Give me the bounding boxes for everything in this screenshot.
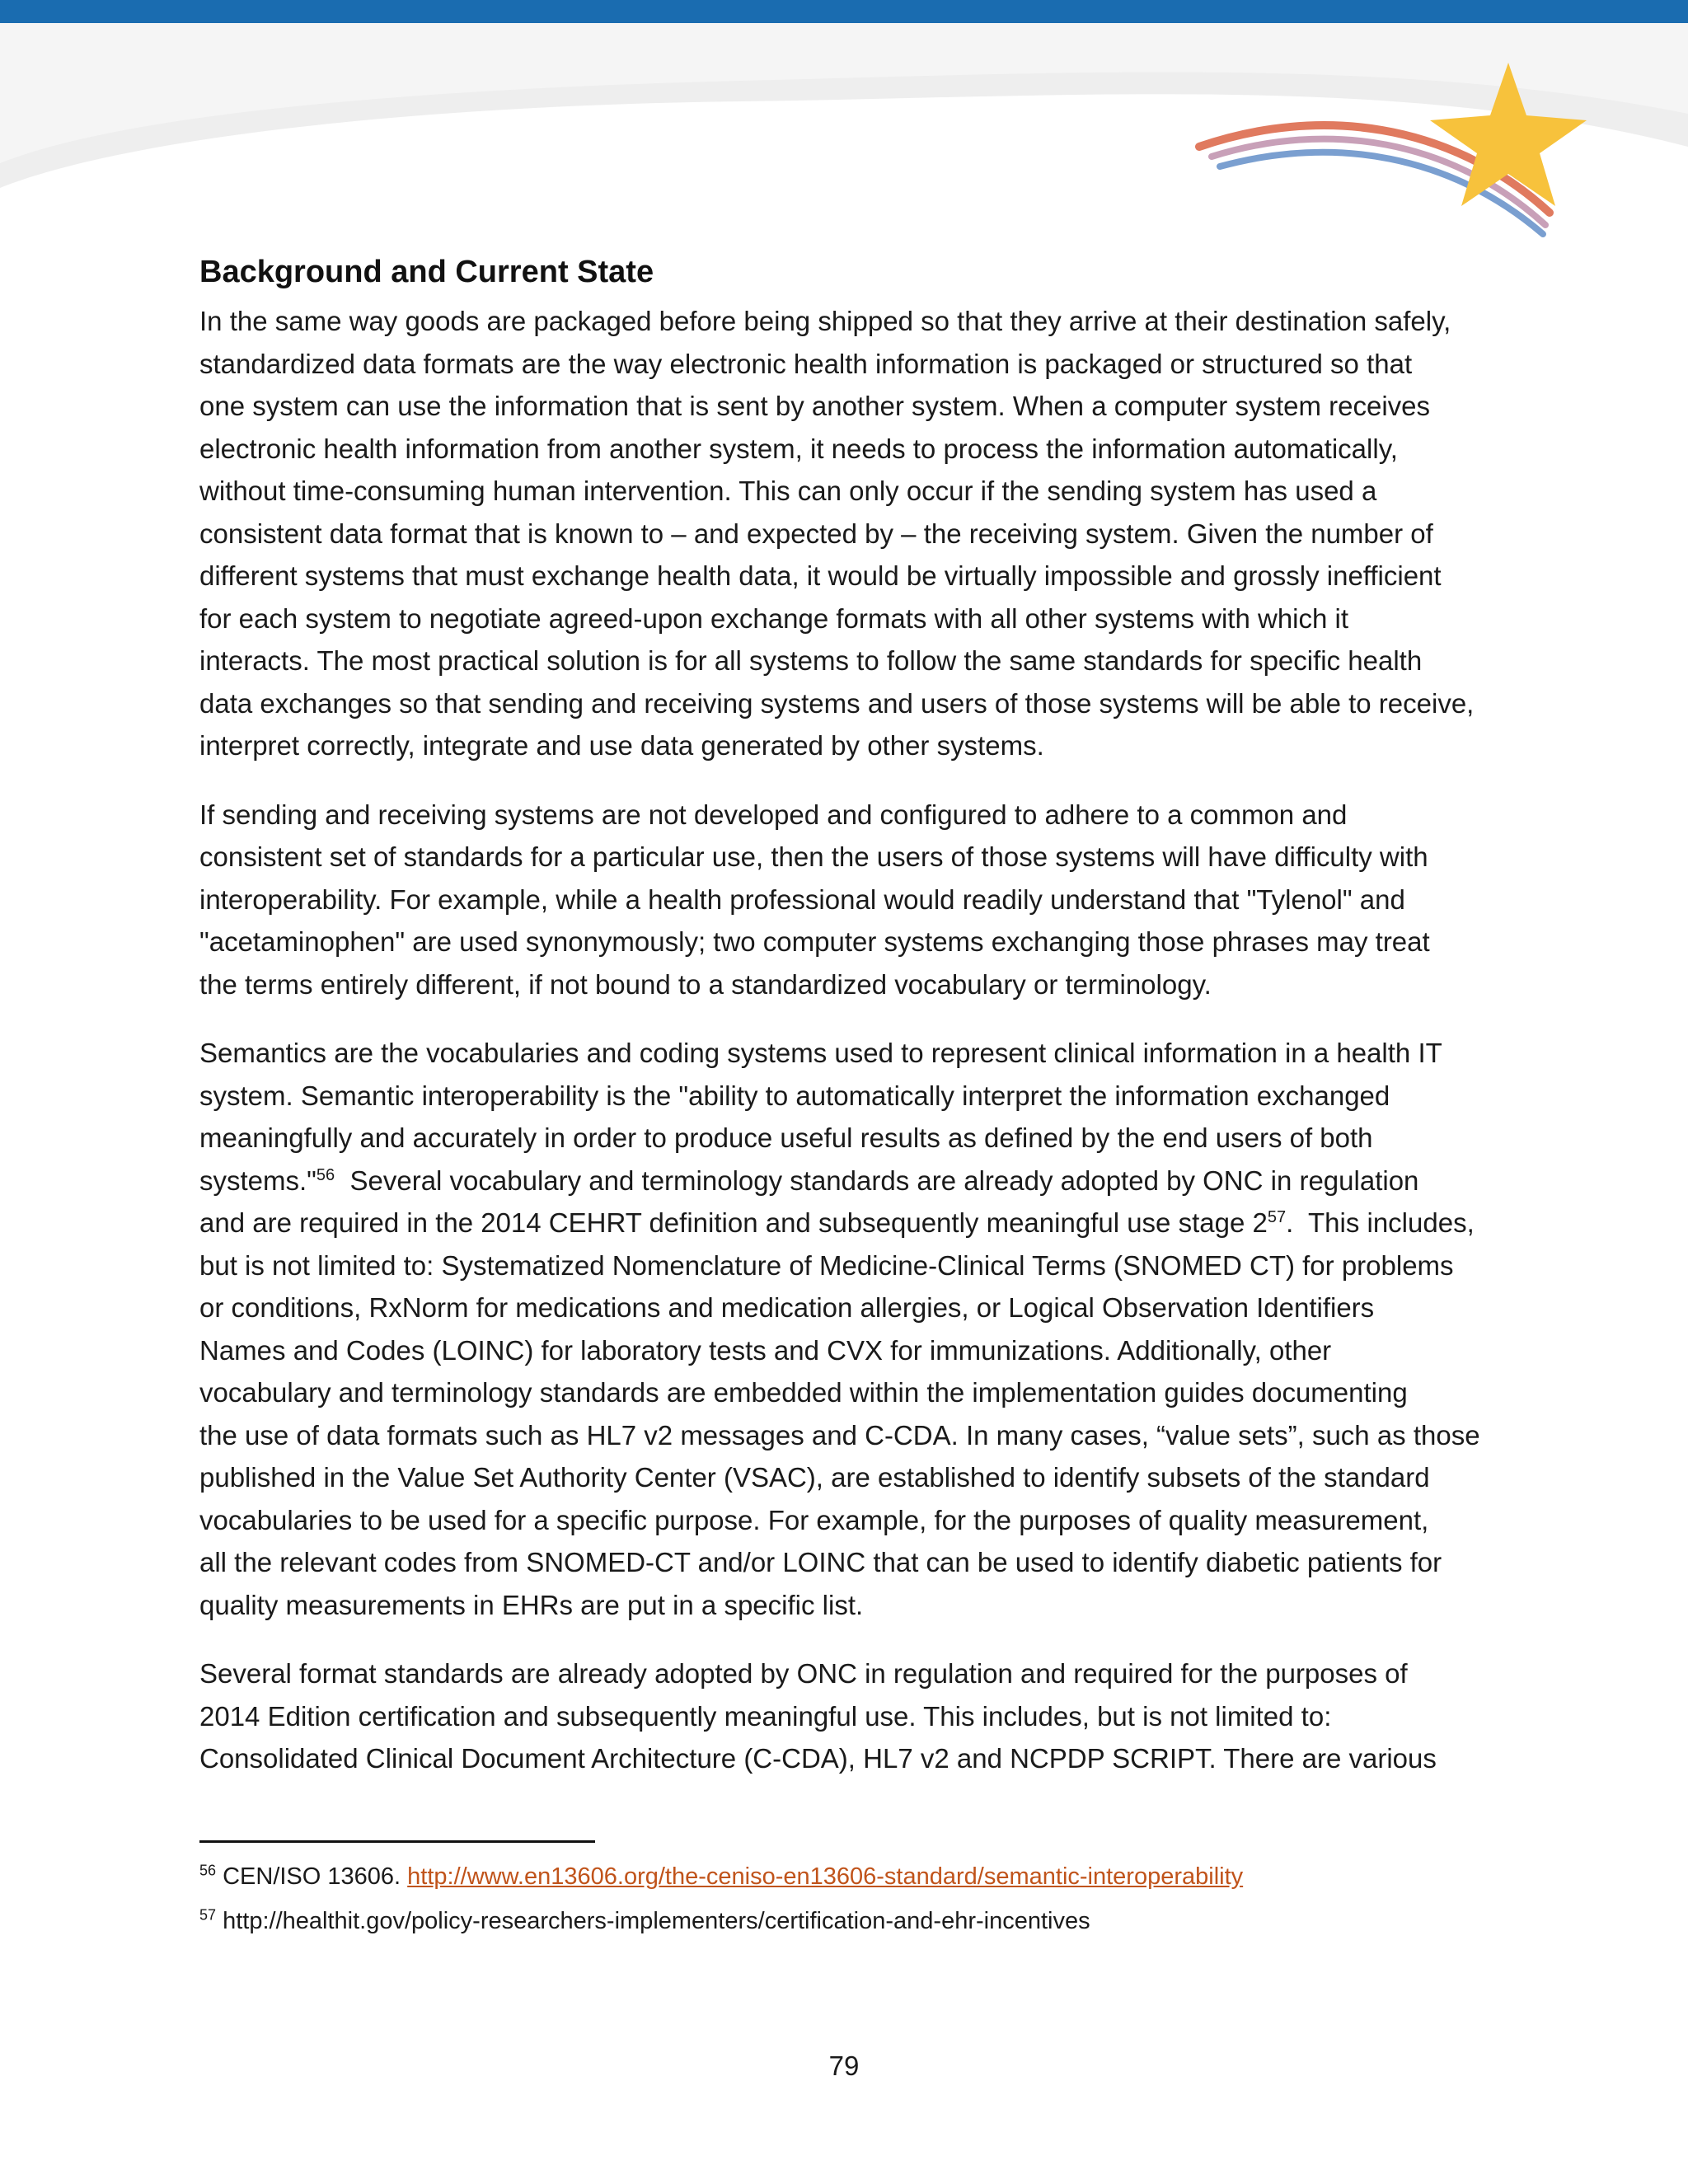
header-swoosh-art (0, 23, 1688, 237)
paragraph-line: interpret correctly, integrate and use data generated by other systems. (199, 730, 1044, 761)
paragraph-line: "acetaminophen" are used synonymously; two computer systems exchanging those phrases may treat (199, 926, 1430, 957)
paragraph-line: Semantics are the vocabularies and coding systems used to represent clinical information in a health IT (199, 1038, 1442, 1068)
paragraph-line: different systems that must exchange health data, it would be virtually impossible and grossly inefficient (199, 560, 1442, 591)
paragraph-line: the use of data formats such as HL7 v2 messages and C-CDA. In many cases, “value sets”, such as those (199, 1419, 1480, 1451)
paragraph-line: meaningfully and accurately in order to produce useful results as defined by the end users of both (199, 1122, 1373, 1153)
page-number: 79 (828, 2050, 860, 2081)
footnote-57 (199, 1899, 1502, 1943)
footnote-ref-57[interactable]: 57 (1267, 1208, 1287, 1226)
paragraph-line: or conditions, RxNorm for medications and medication allergies, or Logical Observation Identifiers (199, 1292, 1375, 1323)
paragraph-line: standardized data formats are the way electronic health information is packaged or structured so that (199, 348, 1413, 379)
line-text: and are required in the 2014 CEHRT definition and subsequently meaningful use stage 2 (199, 1207, 1268, 1238)
section-heading: Background and Current State (199, 255, 654, 289)
footnote-number: 56 (199, 1862, 217, 1879)
paragraph-line: interacts. The most practical solution is for all systems to follow the same standards for specific health (199, 645, 1423, 676)
paragraph-line: published in the Value Set Authority Center (VSAC), are established to identify subsets of the standard (199, 1462, 1430, 1493)
footnote-separator (199, 1840, 595, 1843)
paragraph-line: consistent data format that is known to – and expected by – the receiving system. Given the number of (199, 518, 1433, 549)
paragraph-line: 2014 Edition certification and subsequently meaningful use. This includes, but is not limited to: (199, 1700, 1332, 1732)
paragraph-line: quality measurements in EHRs are put in a specific list. (199, 1589, 864, 1620)
line-text: Several vocabulary and terminology standards are already adopted by ONC in regulation (335, 1165, 1419, 1196)
paragraph-line: electronic health information from another system, it needs to process the information automatically, (199, 433, 1398, 464)
footnote-number: 57 (199, 1906, 217, 1924)
main-content (199, 247, 1502, 1807)
footnotes (199, 1854, 1502, 1943)
paragraph-line: all the relevant codes from SNOMED-CT and/or LOINC that can be used to identify diabetic patients for (199, 1547, 1442, 1577)
paragraph-line: system. Semantic interoperability is the "ability to automatically interpret the information exchanged (199, 1080, 1390, 1111)
paragraph-1 (199, 300, 1502, 767)
paragraph-line (199, 1160, 1502, 1202)
paragraph-line: the terms entirely different, if not bound to a standardized vocabulary or terminology. (199, 968, 1212, 1000)
paragraph-line: Consolidated Clinical Document Architecture (C-CDA), HL7 v2 and NCPDP SCRIPT. There are various (199, 1743, 1437, 1774)
paragraph-line: but is not limited to: Systematized Nomenclature of Medicine-Clinical Terms (SNOMED CT) for problems (199, 1249, 1454, 1281)
paragraph-line: In the same way goods are packaged before being shipped so that they arrive at their destination safely, (199, 306, 1451, 336)
paragraph-line: without time-consuming human intervention. This can only occur if the sending system has used a (199, 476, 1377, 506)
paragraph-4 (199, 1652, 1502, 1780)
paragraph-line (199, 1202, 1502, 1244)
footnote-text: http://healthit.gov/policy-researchers-implementers/certification-and-ehr-incentives (216, 1908, 1090, 1934)
footnote-56 (199, 1854, 1502, 1899)
paragraph-line: vocabularies to be used for a specific purpose. For example, for the purposes of quality measurement, (199, 1504, 1429, 1535)
paragraph-line: interoperability. For example, while a health professional would readily understand that "Tylenol" and (199, 883, 1405, 915)
paragraph-line: Names and Codes (LOINC) for laboratory tests and CVX for immunizations. Additionally, other (199, 1334, 1332, 1366)
line-text: . This includes, (1286, 1207, 1475, 1238)
paragraph-line: data exchanges so that sending and receiving systems and users of those systems will be able to receive, (199, 687, 1475, 719)
paragraph-line: consistent set of standards for a particular use, then the users of those systems will have difficulty with (199, 841, 1428, 872)
line-text: systems." (199, 1165, 316, 1196)
paragraph-line: If sending and receiving systems are not developed and configured to adhere to a common and (199, 799, 1348, 830)
paragraph-line: Several format standards are already adopted by ONC in regulation and required for the purposes of (199, 1658, 1408, 1689)
paragraph-line: vocabulary and terminology standards are embedded within the implementation guides documenting (199, 1377, 1408, 1408)
footnote-link[interactable]: http://www.en13606.org/the-ceniso-en13606-standard/semantic-interoperability (407, 1863, 1244, 1890)
paragraph-line: one system can use the information that is sent by another system. When a computer system receives (199, 391, 1431, 421)
paragraph-line: for each system to negotiate agreed-upon exchange formats with all other systems with which it (199, 602, 1349, 634)
paragraph-3 (199, 1032, 1502, 1626)
header-bar (0, 0, 1688, 23)
footnote-ref-56[interactable]: 56 (316, 1165, 335, 1184)
footnote-text: CEN/ISO 13606. (216, 1863, 408, 1890)
paragraph-2 (199, 794, 1502, 1006)
